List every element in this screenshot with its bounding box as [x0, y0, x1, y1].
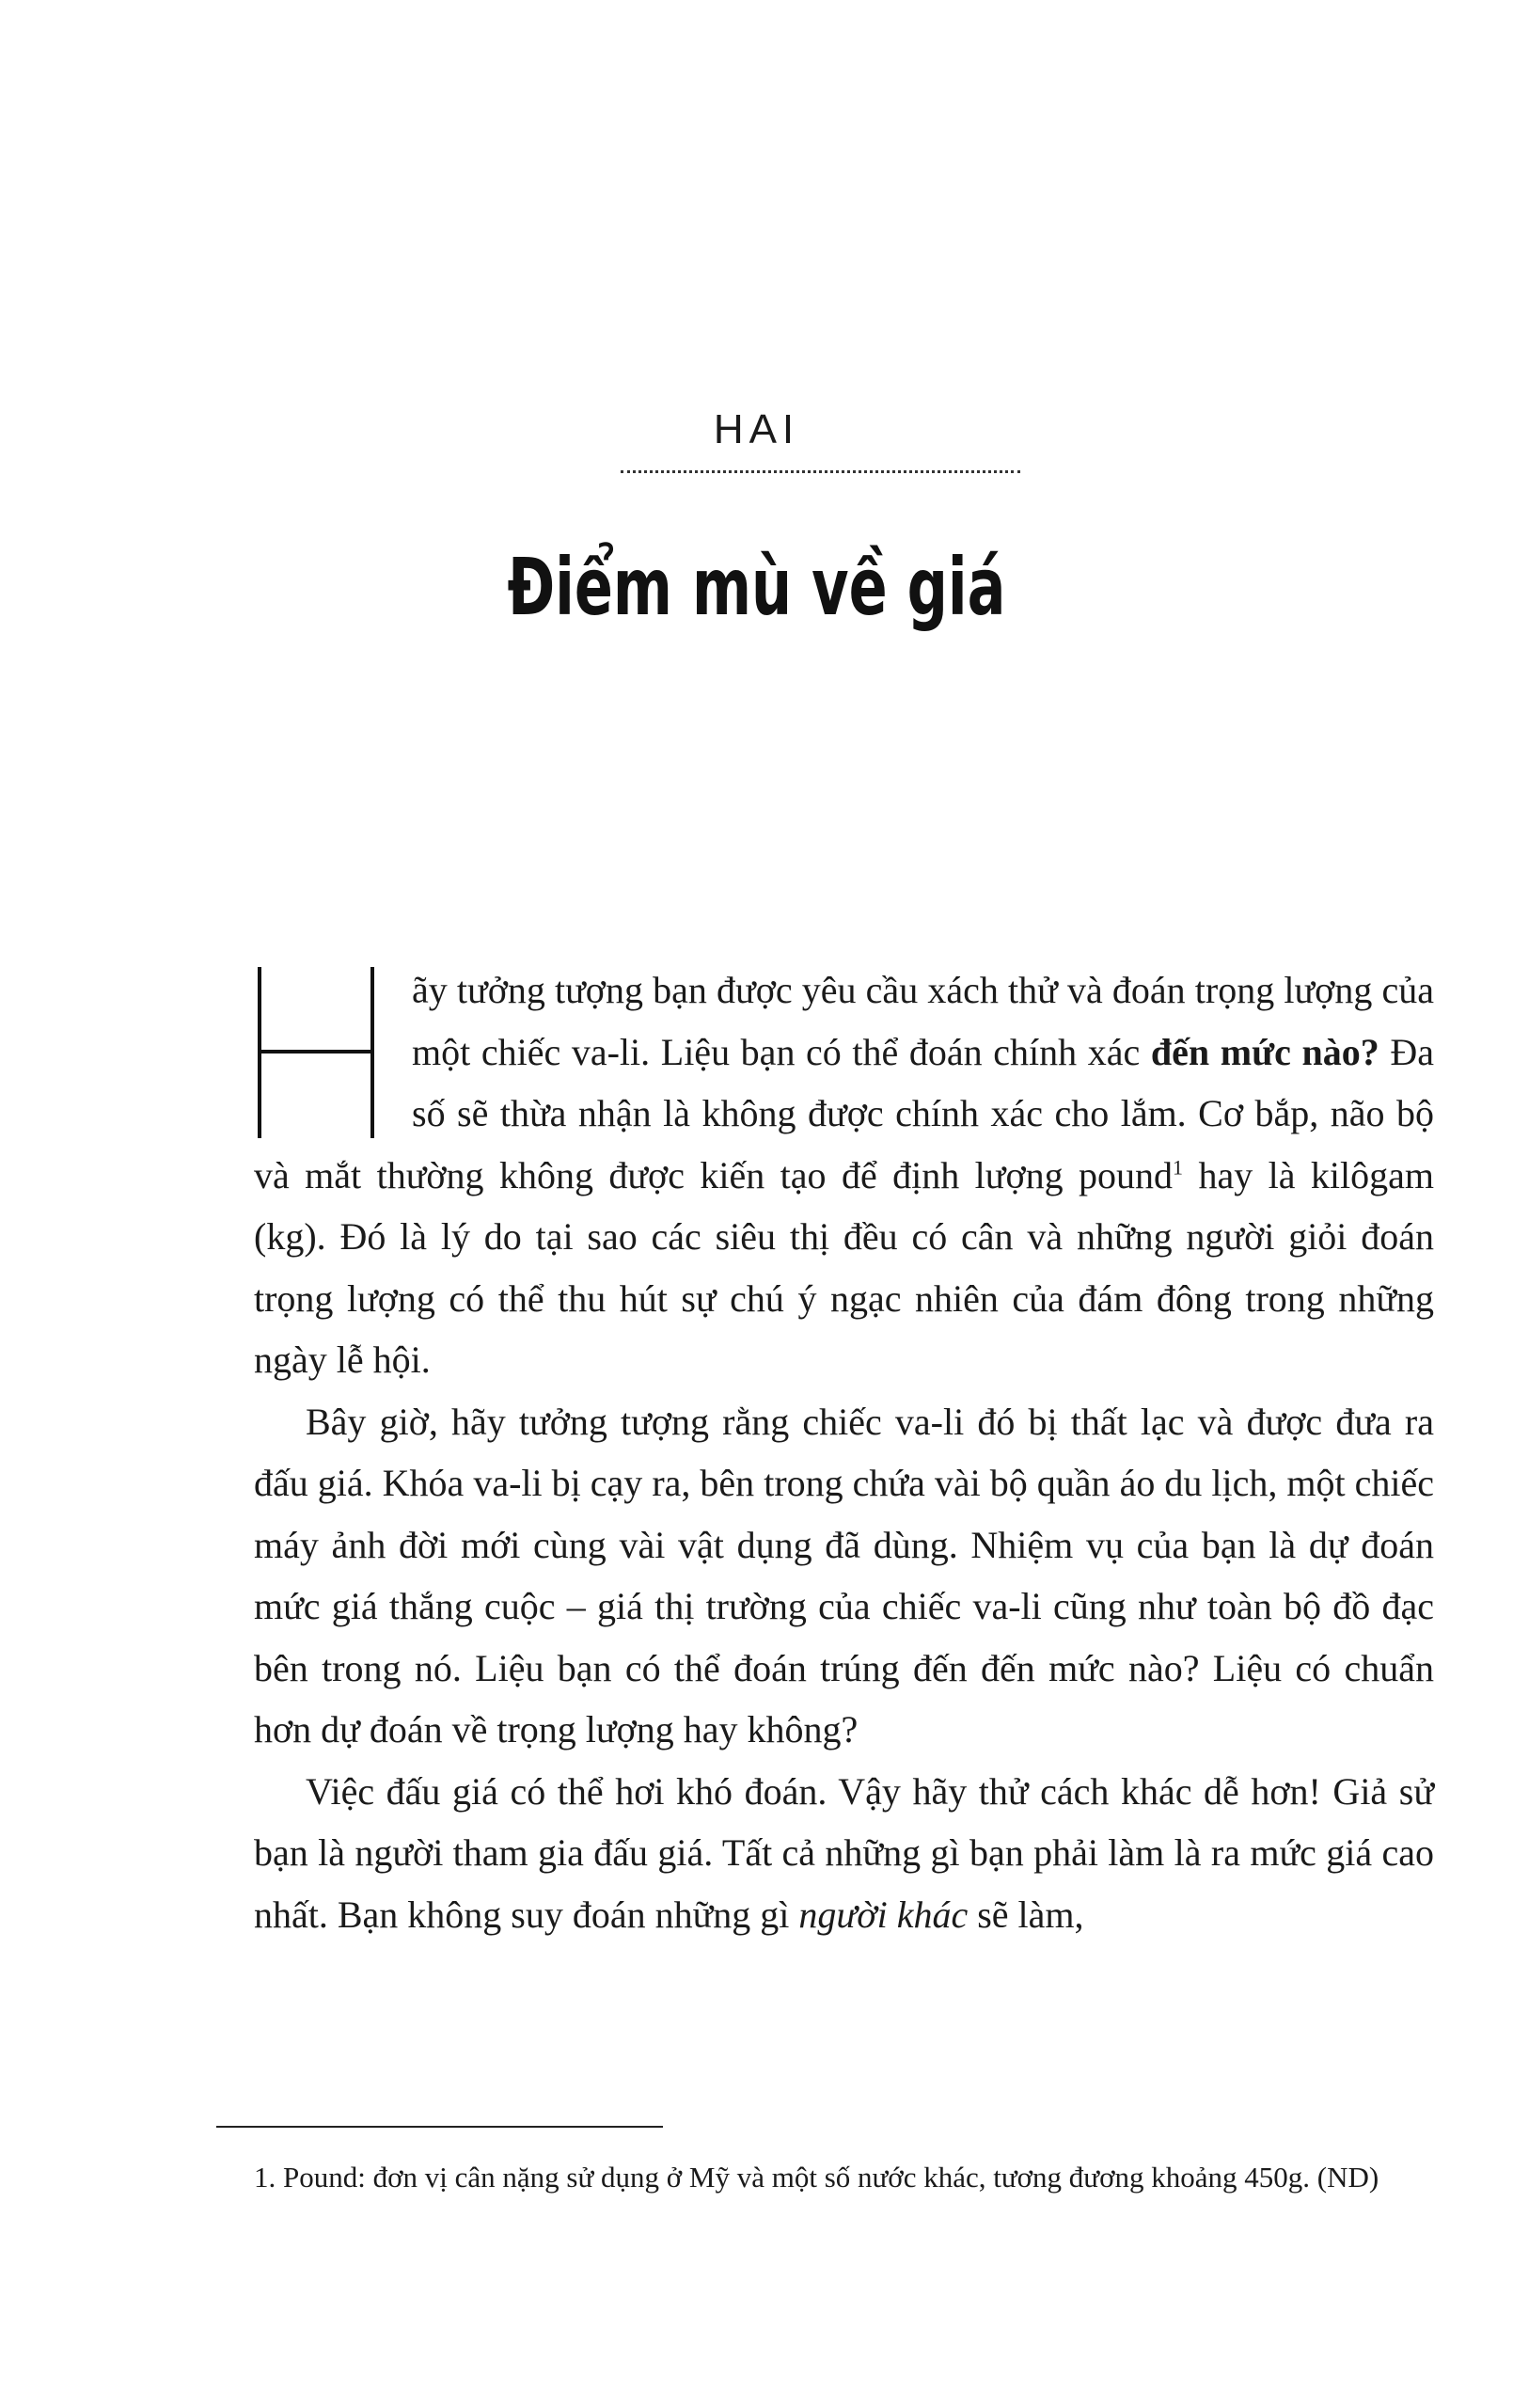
drop-cap	[254, 967, 395, 1144]
paragraph-1-text-c: hay là kilôgam (kg). Đó là lý do tại sao các siêu thị đều có cân và những người giỏi đoán trọng lượng có thể thu hút sự chú ý ngạc nhiên của đám đông trong những ngày lễ hội.	[254, 1153, 1435, 1381]
paragraph-3-text-b: sẽ làm,	[968, 1893, 1084, 1936]
paragraph-1-text-a: ãy tưởng tượng bạn được yêu cầu xách thử và đoán trọng lượng của một chiếc va-li. Liệu bạn có thể đoán chính xác	[412, 969, 1434, 1073]
paragraph-3-text-a: Việc đấu giá có thể hơi khó đoán. Vậy hãy thử cách khác dễ hơn! Giả sử bạn là người tham gia đấu giá. Tất cả những gì bạn phải làm là ra mức giá cao nhất. Bạn không suy đoán những gì	[254, 1769, 1434, 1936]
paragraph-2: Bây giờ, hãy tưởng tượng rằng chiếc va-li đó bị thất lạc và được đưa ra đấu giá. Khóa va-li bị cạy ra, bên trong chứa vài bộ quần áo du lịch, một chiếc máy ảnh đời mới cùng vài vật dụng đã dùng. Nhiệm vụ của bạn là dự đoán mức giá thắng cuộc – giá thị trường của chiếc va-li cũng như toàn bộ đồ đạc bên trong nó. Liệu bạn có thể đoán trúng đến đến mức nào? Liệu có chuẩn hơn dự đoán về trọng lượng hay không?	[254, 1400, 1434, 1751]
chapter-number: HAI	[713, 406, 800, 452]
paragraph-1-bold: đến mức nào?	[1150, 1030, 1379, 1073]
body-text	[254, 959, 1434, 1945]
paragraph-3	[254, 1761, 1434, 1946]
footnote: 1. Pound: đơn vị cân nặng sử dụng ở Mỹ và một số nước khác, tương đương khoảng 450g. (ND)	[254, 2161, 1379, 2194]
footnote-separator	[216, 2126, 663, 2128]
paragraph-1	[254, 959, 1434, 1391]
paragraph-1-text-b: Đa số sẽ thừa nhận là không được chính xác cho lắm. Cơ bắp, não bộ và mắt thường không được kiến tạo để định lượng pound	[254, 1030, 1434, 1196]
paragraph-3-italic: người khác	[798, 1893, 969, 1936]
chapter-dotted-rule	[621, 470, 1020, 473]
footnote-ref: 1	[1173, 1155, 1184, 1180]
chapter-title: Điểm mù về giá	[507, 541, 1006, 633]
